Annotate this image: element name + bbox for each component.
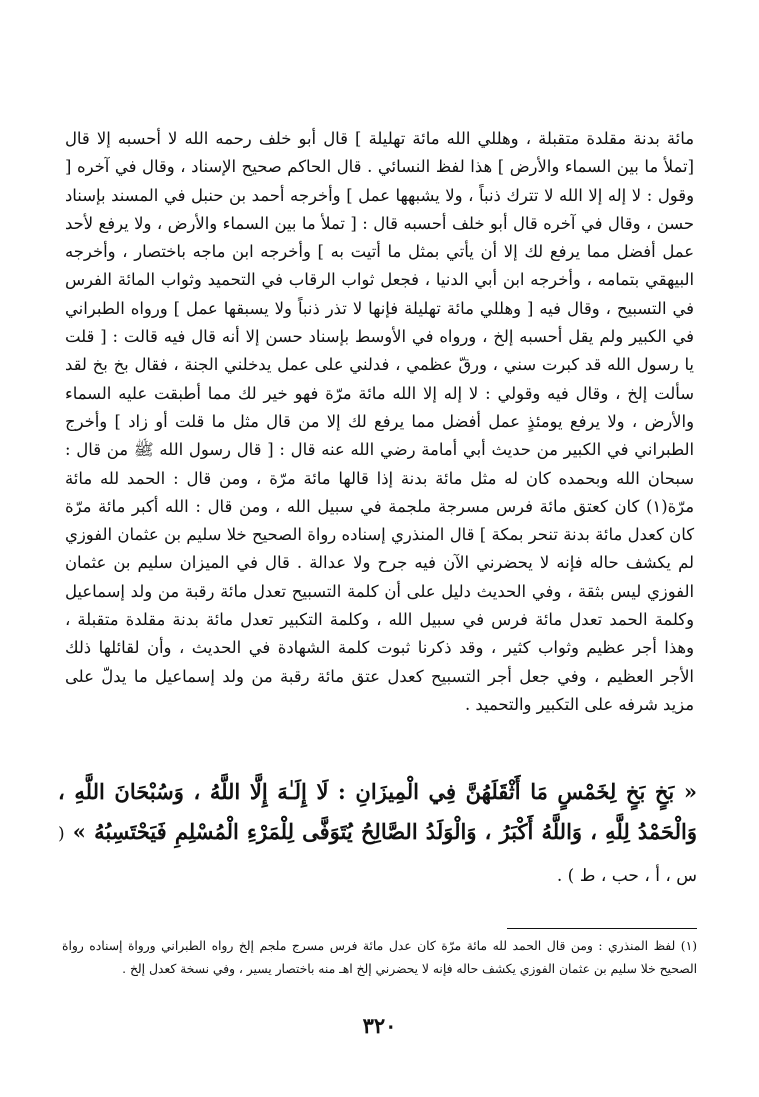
hadith-sources: ( س ، أ ، حب ، ط ) .	[58, 824, 697, 886]
footnotes-block	[62, 935, 697, 980]
main-text-block	[65, 125, 694, 719]
hadith-text: « بَخٍ بَخٍ لِخَمْسٍ مَا أَثْقَلَهُنَّ فِي الْمِيزَانِ : لَا إِلَـٰهَ إِلَّا اللَّهُ ، وَسُبْحَانَ اللَّهِ ، وَالْحَمْدُ لِلَّهِ ، وَاللَّهُ أَكْبَرُ ، وَالْوَلَدُ الصَّالِحُ يُتَوَفَّى لِلْمَرْءِ الْمُسْلِمِ فَيَحْتَسِبُهُ »	[58, 779, 697, 844]
hadith-block	[58, 772, 697, 896]
main-paragraph: مائة بدنة مقلدة متقبلة ، وهللي الله مائة تهليلة ] قال أبو خلف رحمه الله لا أحسبه إلا قال [تملأ ما بين السماء والأرض ] هذا لفظ النسائي . قال الحاكم صحيح الإسناد ، وقال في آخره [ وقول : لا إله إلا الله لا تترك ذنباً ، ولا يشبهها عمل ] وأخرجه أحمد بن حنبل في المسند بإسناد حسن ، وقال في آخره قال أبو خلف أحسبه قال : [ تملأ ما بين السماء والأرض ، ولا يرفع لأحد عمل أفضل مما يرفع لك إلا أن يأتي بمثل ما أتيت به ] وأخرجه ابن ماجه باختصار ، وأخرجه البيهقي بتمامه ، وأخرجه ابن أبي الدنيا ، فجعل ثواب الرقاب في التحميد وثواب المائة الفرس في التسبيح ، وقال فيه [ وهللي مائة تهليلة فإنها لا تذر ذنباً ولا يسبقها عمل ] ورواه الطبراني في الكبير ولم يقل أحسبه إلخ ، ورواه في الأوسط بإسناد حسن إلا أنه قال فيه قالت : [ قلت يا رسول الله قد كبرت سني ، ورقّ عظمي ، فدلني على عمل يدخلني الجنة ، فقال بخ بخ لقد سألت إلخ ، وقال فيه وقولي : لا إله إلا الله مائة مرّة فهو خير لك مما أطبقت عليه السماء والأرض ، ولا يرفع يومئذٍ عمل أفضل مما يرفع لك إلا من قال مثل ما قلت أو زاد ] وأخرج الطبراني في الكبير من حديث أبي أمامة رضي الله عنه قال : [ قال رسول الله ﷺ من قال : سبحان الله وبحمده كان له مثل مائة بدنة إذا قالها مائة مرّة ، ومن قال : الحمد لله مائة مرّة(١) كان كعتق مائة فرس مسرجة ملجمة في سبيل الله ، ومن قال : الله أكبر مائة مرّة كان كعدل مائة بدنة تنحر بمكة ] قال المنذري إسناده رواة الصحيح خلا سليم بن عثمان الفوزي لم يكشف حاله فإنه لا يحضرني الآن فيه جرح ولا عدالة . قال في الميزان سليم بن عثمان الفوزي ليس بثقة ، وفي الحديث دليل على أن كلمة التسبيح تعدل مائة رقبة من ولد إسماعيل وكلمة الحمد تعدل مائة فرس في سبيل الله ، وكلمة التكبير تعدل مائة بدنة مقلدة متقبلة ، وهذا أجر عظيم وثواب كثير ، وقد ذكرنا ثبوت كلمة الشهادة في الحديث ، وأن لقائلها ذلك الأجر العظيم ، وفي جعل أجر التسبيح كعدل عتق مائة رقبة من ولد إسماعيل ما يدلّ على مزيد شرفه على التكبير والتحميد .	[65, 129, 694, 714]
page-number: ٣٢٠	[362, 1013, 397, 1038]
hadith-paragraph	[58, 772, 697, 896]
footnote-1: (١) لفظ المنذري : ومن قال الحمد لله مائة مرّة كان عدل مائة فرس مسرج ملجم إلخ رواه الطبراني ورواة إسناده رواة الصحيح خلا سليم بن عثمان الفوزي يكشف حاله فإنه لا يحضرني إلخ اهـ منه باختصار يسير ، وفي نسخة كعدل إلخ .	[62, 939, 697, 976]
footnote-separator	[507, 928, 697, 929]
